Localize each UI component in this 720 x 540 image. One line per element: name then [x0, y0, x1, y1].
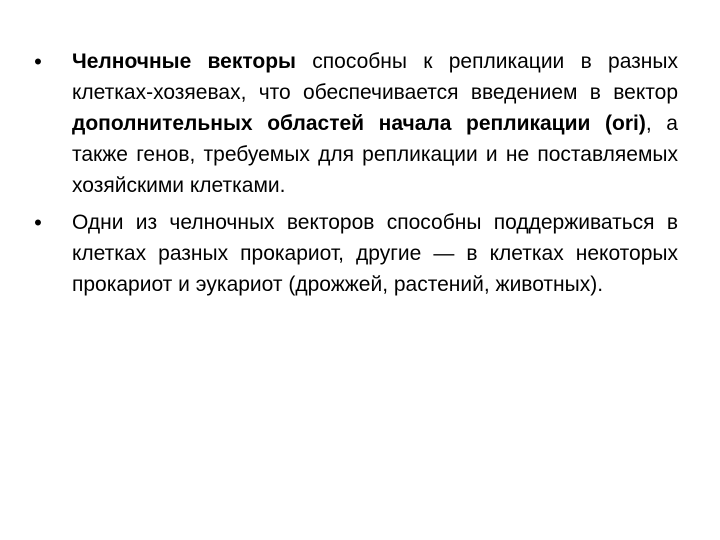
text-genes-required: , а также генов, требуемых для репликации и не поставляемых хозяйскими клетками.: [72, 112, 678, 197]
bullet-list: [28, 46, 678, 306]
text-replication-hosts: способны к репликации в разных клетках-хозяевах, что обеспечивается введением в вектор: [72, 50, 678, 104]
bullet-dot-icon: •: [34, 210, 42, 235]
bullet-item-shuttle-vectors: [28, 46, 678, 201]
term-shuttle-vectors: Челночные векторы: [72, 50, 296, 73]
term-ori-regions: дополнительных областей начала репликации (ori): [72, 112, 646, 135]
bullet-item-host-range: [28, 207, 678, 300]
bullet-dot-icon: •: [34, 49, 42, 74]
text-host-range: Одни из челночных векторов способны поддерживаться в клетках разных прокариот, другие — в клетках некоторых прокариот и эукариот (дрожжей, растений, животных).: [72, 211, 678, 296]
